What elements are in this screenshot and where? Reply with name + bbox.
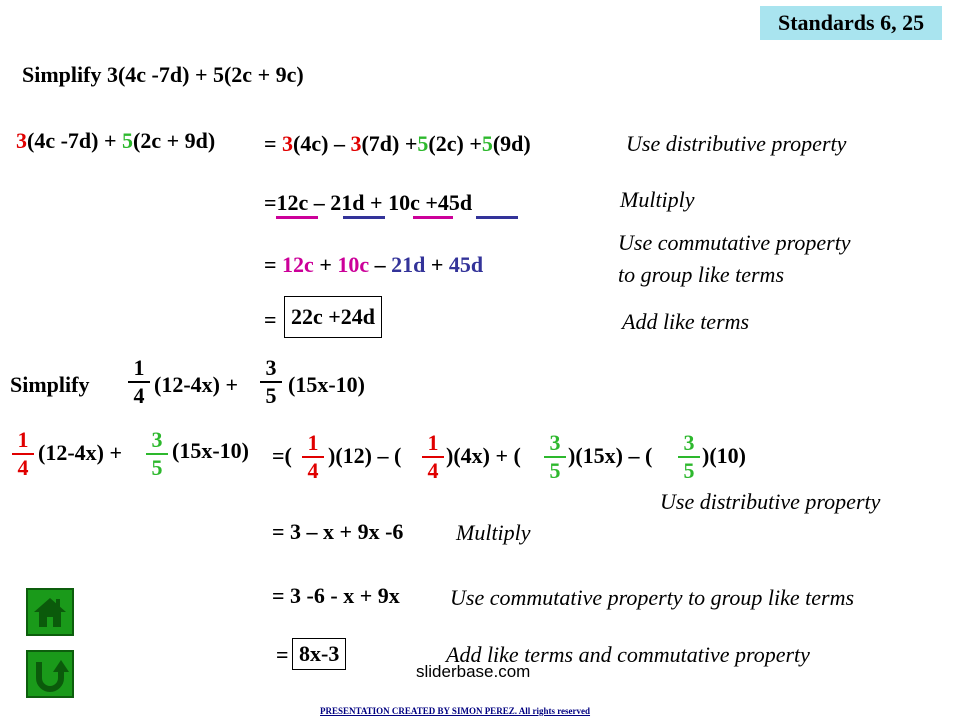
problem2-line2-note: Multiply bbox=[456, 520, 531, 545]
frac-num: 3 bbox=[265, 355, 277, 380]
p2-l1-seg-f: )(15x) – ( bbox=[568, 443, 653, 468]
p2-l1-seg-a: (12-4x) + bbox=[38, 440, 123, 465]
p2-l1-seg-b: (15x-10) bbox=[172, 438, 249, 463]
problem1-line4-eq: = bbox=[264, 307, 277, 332]
problem2-title-frac2 bbox=[260, 356, 282, 408]
return-button[interactable] bbox=[26, 650, 74, 698]
underline-21d bbox=[343, 216, 385, 219]
home-button[interactable] bbox=[26, 588, 74, 636]
problem2-title-frac1 bbox=[128, 356, 150, 408]
problem1-line1-note: Use distributive property bbox=[626, 131, 847, 156]
p1-l1-rhs-8: (9d) bbox=[492, 131, 531, 156]
p1-l3-1: 12c bbox=[282, 252, 314, 277]
problem2-line1-note: Use distributive property bbox=[660, 489, 881, 514]
frac-num: 1 bbox=[133, 355, 145, 380]
underline-10c bbox=[413, 216, 453, 219]
problem1-line1-lhs bbox=[16, 128, 215, 154]
footer-credit[interactable]: PRESENTATION CREATED BY SIMON PEREZ. All rights reserved bbox=[320, 706, 591, 716]
p2-l1-seg-g: )(10) bbox=[702, 443, 746, 468]
frac-den: 4 bbox=[133, 383, 145, 408]
problem1-line3 bbox=[264, 252, 483, 278]
problem1-line2-note: Multiply bbox=[620, 187, 695, 212]
p1-l1-rhs-5: 5 bbox=[417, 131, 429, 156]
frac-den: 5 bbox=[549, 458, 561, 483]
p2-l1-frac-d bbox=[422, 431, 444, 483]
frac-num: 3 bbox=[683, 430, 695, 455]
problem1-answer-box: 22c +24d bbox=[284, 296, 382, 338]
return-icon bbox=[28, 652, 72, 701]
p1-l1-rhs-4: (7d) + bbox=[361, 131, 418, 156]
frac-den: 5 bbox=[151, 455, 163, 480]
p1-l1-rhs-2: (4c) – bbox=[293, 131, 351, 156]
problem2-line3-note: Use commutative property to group like terms bbox=[450, 585, 855, 610]
problem1-line1-rhs bbox=[264, 131, 531, 157]
frac-num: 1 bbox=[427, 430, 439, 455]
p2-l1-frac-c bbox=[302, 431, 324, 483]
p1-l1-lhs-3: (2c + 9d) bbox=[133, 128, 216, 153]
frac-num: 1 bbox=[17, 427, 29, 452]
p1-l3-5: 21d bbox=[391, 252, 426, 277]
p1-l1-rhs-7: 5 bbox=[481, 131, 493, 156]
p2-l1-seg-e: )(4x) + ( bbox=[446, 443, 521, 468]
p1-l3-2: + bbox=[313, 252, 338, 277]
p1-l3-7: 45d bbox=[448, 252, 484, 277]
problem2-answer-box: 8x-3 bbox=[292, 638, 346, 670]
p2-l1-frac-a bbox=[12, 428, 34, 480]
frac-num: 3 bbox=[549, 430, 561, 455]
problem2-title-mid: (12-4x) + bbox=[154, 372, 239, 397]
watermark: sliderbase.com bbox=[416, 662, 531, 681]
p1-l1-lhs-1: (4c -7d) + bbox=[27, 128, 123, 153]
frac-den: 4 bbox=[17, 455, 29, 480]
underline-12c bbox=[276, 216, 318, 219]
problem2-title-end: (15x-10) bbox=[288, 372, 365, 397]
problem2-line3: = 3 -6 - x + 9x bbox=[272, 583, 400, 608]
p1-l3-3: 10c bbox=[337, 252, 370, 277]
p1-l1-rhs-3: 3 bbox=[350, 131, 362, 156]
frac-den: 4 bbox=[427, 458, 439, 483]
p1-l3-6: + bbox=[425, 252, 449, 277]
p2-l1-seg-d: )(12) – ( bbox=[328, 443, 402, 468]
p1-l1-lhs-0: 3 bbox=[16, 128, 27, 153]
problem2-title-word: Simplify bbox=[10, 372, 90, 397]
p2-l1-frac-e bbox=[544, 431, 566, 483]
p1-l1-rhs-1: 3 bbox=[282, 131, 294, 156]
problem1-line2: =12c – 21d + 10c +45d bbox=[264, 190, 473, 215]
p1-l3-0: = bbox=[264, 252, 283, 277]
p1-l1-rhs-0: = bbox=[264, 131, 283, 156]
standards-badge bbox=[760, 6, 942, 40]
p2-l1-frac-b bbox=[146, 428, 168, 480]
problem1-line4-note: Add like terms bbox=[622, 309, 750, 334]
p2-l1-seg-c: =( bbox=[272, 443, 292, 468]
problem2-line4-note: Add like terms and commutative property bbox=[446, 642, 810, 667]
problem2-line2: = 3 – x + 9x -6 bbox=[272, 519, 404, 544]
problem2-line4-eq: = bbox=[276, 642, 289, 667]
p1-l1-lhs-2: 5 bbox=[122, 128, 134, 153]
frac-num: 3 bbox=[151, 427, 163, 452]
p1-l3-4: – bbox=[369, 252, 392, 277]
underline-45d bbox=[476, 216, 518, 219]
p2-l1-frac-f bbox=[678, 431, 700, 483]
problem1-line3-note1: Use commutative property bbox=[618, 230, 851, 255]
problem1-line3-note2: to group like terms bbox=[618, 262, 784, 287]
home-icon bbox=[28, 590, 72, 639]
frac-den: 5 bbox=[265, 383, 277, 408]
frac-den: 4 bbox=[307, 458, 319, 483]
frac-den: 5 bbox=[683, 458, 695, 483]
frac-num: 1 bbox=[307, 430, 319, 455]
problem1-title: Simplify 3(4c -7d) + 5(2c + 9c) bbox=[22, 62, 304, 87]
p1-l1-rhs-6: (2c) + bbox=[428, 131, 482, 156]
standards-label: Standards 6, 25 bbox=[778, 10, 925, 35]
